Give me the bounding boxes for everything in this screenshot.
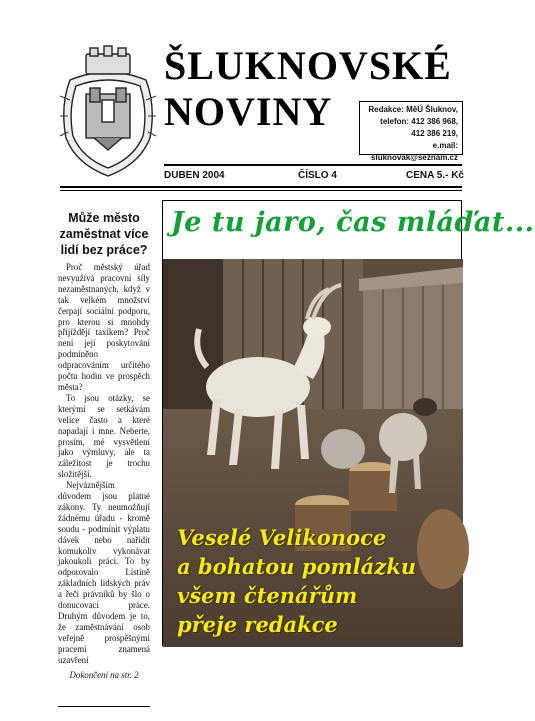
issue-price: CENA 5.- Kč bbox=[406, 170, 464, 181]
photo-header bbox=[163, 201, 535, 259]
feature-photo-box bbox=[162, 200, 535, 646]
article-headline: Může město zaměstnat více lidí bez práce? bbox=[59, 211, 149, 257]
article-body bbox=[58, 262, 150, 666]
easter-greeting bbox=[177, 523, 437, 639]
greeting-line: a bohatou pomlázku bbox=[177, 554, 417, 579]
contact-line: Redakce: MěÚ Šluknov, bbox=[368, 105, 458, 114]
issue-date: DUBEN 2004 bbox=[164, 170, 225, 181]
greeting-line: všem čtenářům bbox=[177, 583, 358, 608]
issue-number: ČÍSLO 4 bbox=[298, 170, 337, 181]
continued-note: Dokončení na str. 2 bbox=[69, 669, 139, 680]
greeting-line: přeje redakce bbox=[177, 612, 338, 637]
issue-info-bar bbox=[164, 170, 464, 184]
greeting-line: Veselé Velikonoce bbox=[177, 525, 387, 550]
contact-email: e.mail: sluknovak@seznam.cz bbox=[371, 141, 458, 162]
article-paragraph: Nejváznějším důvodem jsou platné zákony. Ty neumožňují žádnému úřadu - kromě soudu - podmínit výplatu dávek nebo nařídit komukoliv vykonávat jakoukoli práci. To by odporovalo Listině základních lidských práv a řeči právníků by šlo o donucovací práce. Druhým důvodem je to, že zaměstnávání osob veřejně prospěšnými pracemi znamená uzavření bbox=[58, 480, 150, 665]
divider bbox=[60, 190, 462, 191]
editorial-contact-box bbox=[359, 101, 463, 162]
article-paragraph: To jsou otázky, se kterými se setkávám velice často a které napadají i mne. Neberte, prosím, mé vysvětlení jako výmluvy, ale ta záležitost je trochu složitější. bbox=[58, 392, 150, 480]
newspaper-title: ŠLUKNOVSKÉ bbox=[164, 43, 452, 88]
divider bbox=[58, 706, 150, 707]
photo-title: Je tu jaro, čas mláďat... bbox=[171, 207, 535, 238]
contact-line: telefon: 412 386 968, bbox=[380, 117, 458, 126]
article-paragraph: Proč městský úřad nevyužívá pracovní síly nezaměstnaných, když v tak velkém množství čerpají sociální podporu, pro kterou si mnohdy přijíždějí taxíkem? Proč není její poskytování podmíněno odpracováním určitého počtu hodin ve prospěch města? bbox=[58, 262, 150, 392]
divider bbox=[164, 164, 462, 166]
newspaper-title-line2: NOVINY bbox=[164, 89, 333, 134]
divider bbox=[60, 186, 462, 188]
contact-line: 412 386 219, bbox=[411, 129, 458, 138]
lead-article bbox=[58, 210, 150, 680]
town-coat-of-arms bbox=[56, 46, 160, 180]
